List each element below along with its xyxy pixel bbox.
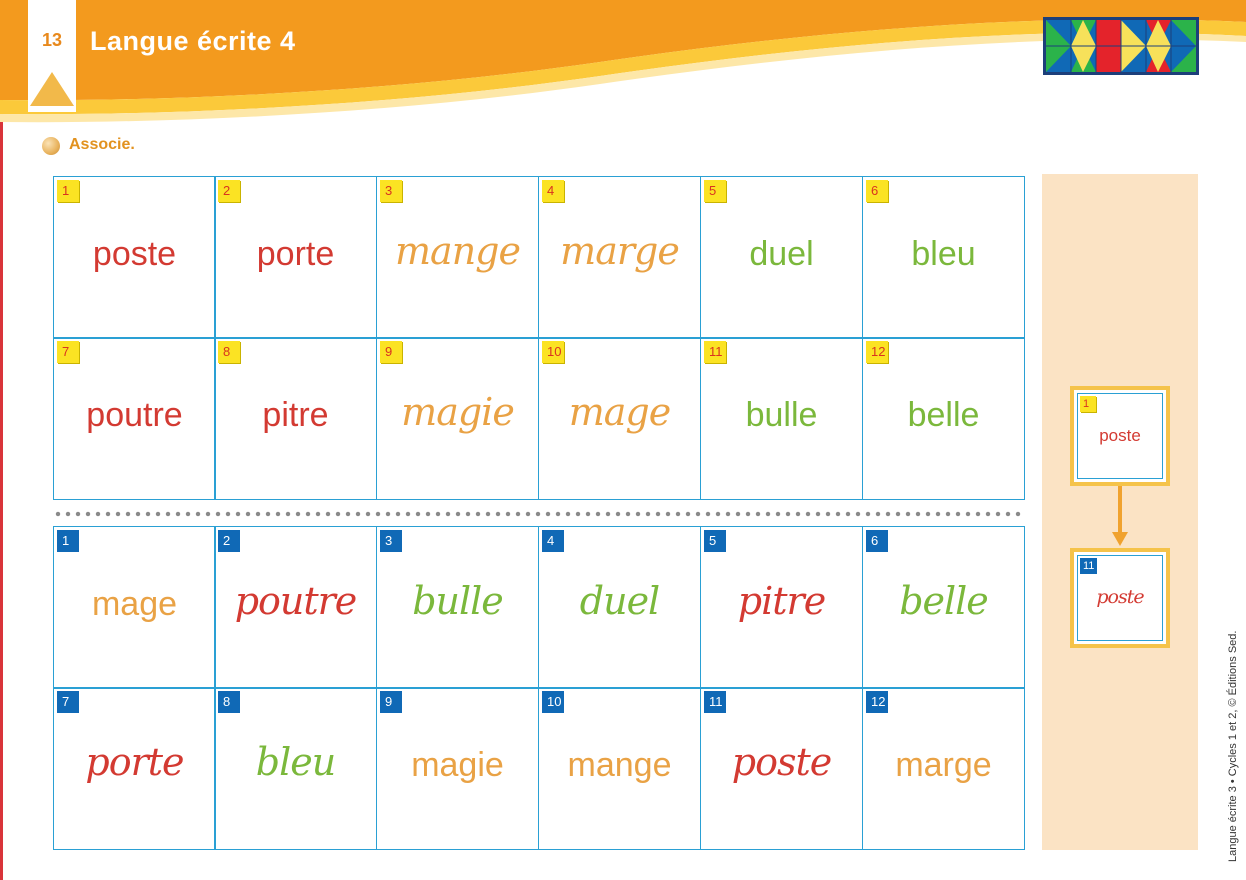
top-word-grid xyxy=(53,176,1025,500)
card-number-badge: 10 xyxy=(542,691,564,713)
top-card-9[interactable] xyxy=(376,337,539,500)
top-card-10[interactable] xyxy=(538,337,701,500)
card-word: belle xyxy=(907,396,980,434)
card-number-badge: 4 xyxy=(542,530,564,552)
card-word: bulle xyxy=(412,579,503,623)
card-number-badge: 3 xyxy=(380,180,402,202)
left-margin-rule xyxy=(0,0,3,880)
card-word: mange xyxy=(395,229,520,273)
page-tab-triangle xyxy=(30,72,74,106)
card-word: porte xyxy=(256,235,335,273)
page-title: Langue écrite 4 xyxy=(90,26,296,56)
card-word: magie xyxy=(411,746,504,784)
card-number-badge: 11 xyxy=(704,691,726,713)
bottom-card-9[interactable] xyxy=(376,687,539,850)
top-card-8[interactable] xyxy=(214,337,377,500)
bottom-card-11[interactable] xyxy=(700,687,863,850)
card-word: mage xyxy=(91,585,178,623)
bottom-card-1[interactable] xyxy=(53,526,216,689)
bottom-word-grid xyxy=(53,526,1025,850)
card-number-badge: 8 xyxy=(218,691,240,713)
card-number-badge: 11 xyxy=(704,341,726,363)
example-card-frame xyxy=(1077,393,1163,479)
bullet-icon xyxy=(42,137,60,155)
top-card-12[interactable] xyxy=(862,337,1025,500)
card-number-badge: 10 xyxy=(542,341,564,363)
card-word: porte xyxy=(85,740,184,784)
bottom-card-4[interactable] xyxy=(538,526,701,689)
example-bottom-word: poste xyxy=(1096,586,1144,608)
card-word: marge xyxy=(560,229,679,273)
instruction-text: Associe. xyxy=(69,136,135,153)
card-number-badge: 9 xyxy=(380,341,402,363)
page-number-tab xyxy=(28,0,76,112)
card-number-badge: 9 xyxy=(380,691,402,713)
card-word: bulle xyxy=(745,396,818,434)
arrow-head-icon xyxy=(1112,532,1128,546)
card-number-badge: 5 xyxy=(704,530,726,552)
card-number-badge: 6 xyxy=(866,530,888,552)
bottom-card-5[interactable] xyxy=(700,526,863,689)
example-panel xyxy=(1042,174,1198,850)
bottom-card-10[interactable] xyxy=(538,687,701,850)
card-word: mange xyxy=(567,746,672,784)
card-word: poste xyxy=(731,740,832,784)
bottom-card-8[interactable] xyxy=(214,687,377,850)
top-card-7[interactable] xyxy=(53,337,216,500)
card-number-badge: 7 xyxy=(57,341,79,363)
bottom-card-12[interactable] xyxy=(862,687,1025,850)
copyright-credit: Langue écrite 3 • Cycles 1 et 2, © Éditions Sed. xyxy=(1227,630,1239,862)
page-number: 13 xyxy=(41,30,63,50)
card-word: bleu xyxy=(255,740,336,784)
series-logo-icon xyxy=(1043,17,1199,75)
card-word: pitre xyxy=(737,579,826,623)
top-card-4[interactable] xyxy=(538,176,701,339)
card-word: poste xyxy=(92,235,177,273)
card-word: poutre xyxy=(234,579,357,623)
card-word: duel xyxy=(579,579,660,623)
top-card-11[interactable] xyxy=(700,337,863,500)
card-number-badge: 12 xyxy=(866,691,888,713)
card-word: belle xyxy=(899,579,988,623)
card-number-badge: 5 xyxy=(704,180,726,202)
card-number-badge: 7 xyxy=(57,691,79,713)
dotted-cut-line xyxy=(53,510,1025,518)
card-number-badge: 3 xyxy=(380,530,402,552)
top-card-2[interactable] xyxy=(214,176,377,339)
card-word: mage xyxy=(568,390,671,434)
bottom-card-7[interactable] xyxy=(53,687,216,850)
card-word: marge xyxy=(895,746,992,784)
top-card-1[interactable] xyxy=(53,176,216,339)
card-word: pitre xyxy=(262,396,329,434)
card-number-badge: 8 xyxy=(218,341,240,363)
top-card-5[interactable] xyxy=(700,176,863,339)
example-top-number: 1 xyxy=(1080,396,1096,412)
bottom-card-6[interactable] xyxy=(862,526,1025,689)
example-card-bottom xyxy=(1070,548,1170,648)
card-number-badge: 12 xyxy=(866,341,888,363)
card-word: duel xyxy=(749,235,814,273)
card-word: magie xyxy=(401,390,514,434)
example-top-word: poste xyxy=(1099,426,1141,445)
card-number-badge: 2 xyxy=(218,180,240,202)
card-number-badge: 4 xyxy=(542,180,564,202)
example-card-top xyxy=(1070,386,1170,486)
card-number-badge: 1 xyxy=(57,180,79,202)
card-word: bleu xyxy=(911,235,976,273)
card-word: poutre xyxy=(86,396,183,434)
top-card-6[interactable] xyxy=(862,176,1025,339)
example-bottom-number: 11 xyxy=(1080,558,1097,574)
card-number-badge: 2 xyxy=(218,530,240,552)
card-number-badge: 1 xyxy=(57,530,79,552)
arrow-icon xyxy=(1118,486,1122,536)
bottom-card-3[interactable] xyxy=(376,526,539,689)
card-number-badge: 6 xyxy=(866,180,888,202)
bottom-card-2[interactable] xyxy=(214,526,377,689)
top-card-3[interactable] xyxy=(376,176,539,339)
example-card-frame xyxy=(1077,555,1163,641)
